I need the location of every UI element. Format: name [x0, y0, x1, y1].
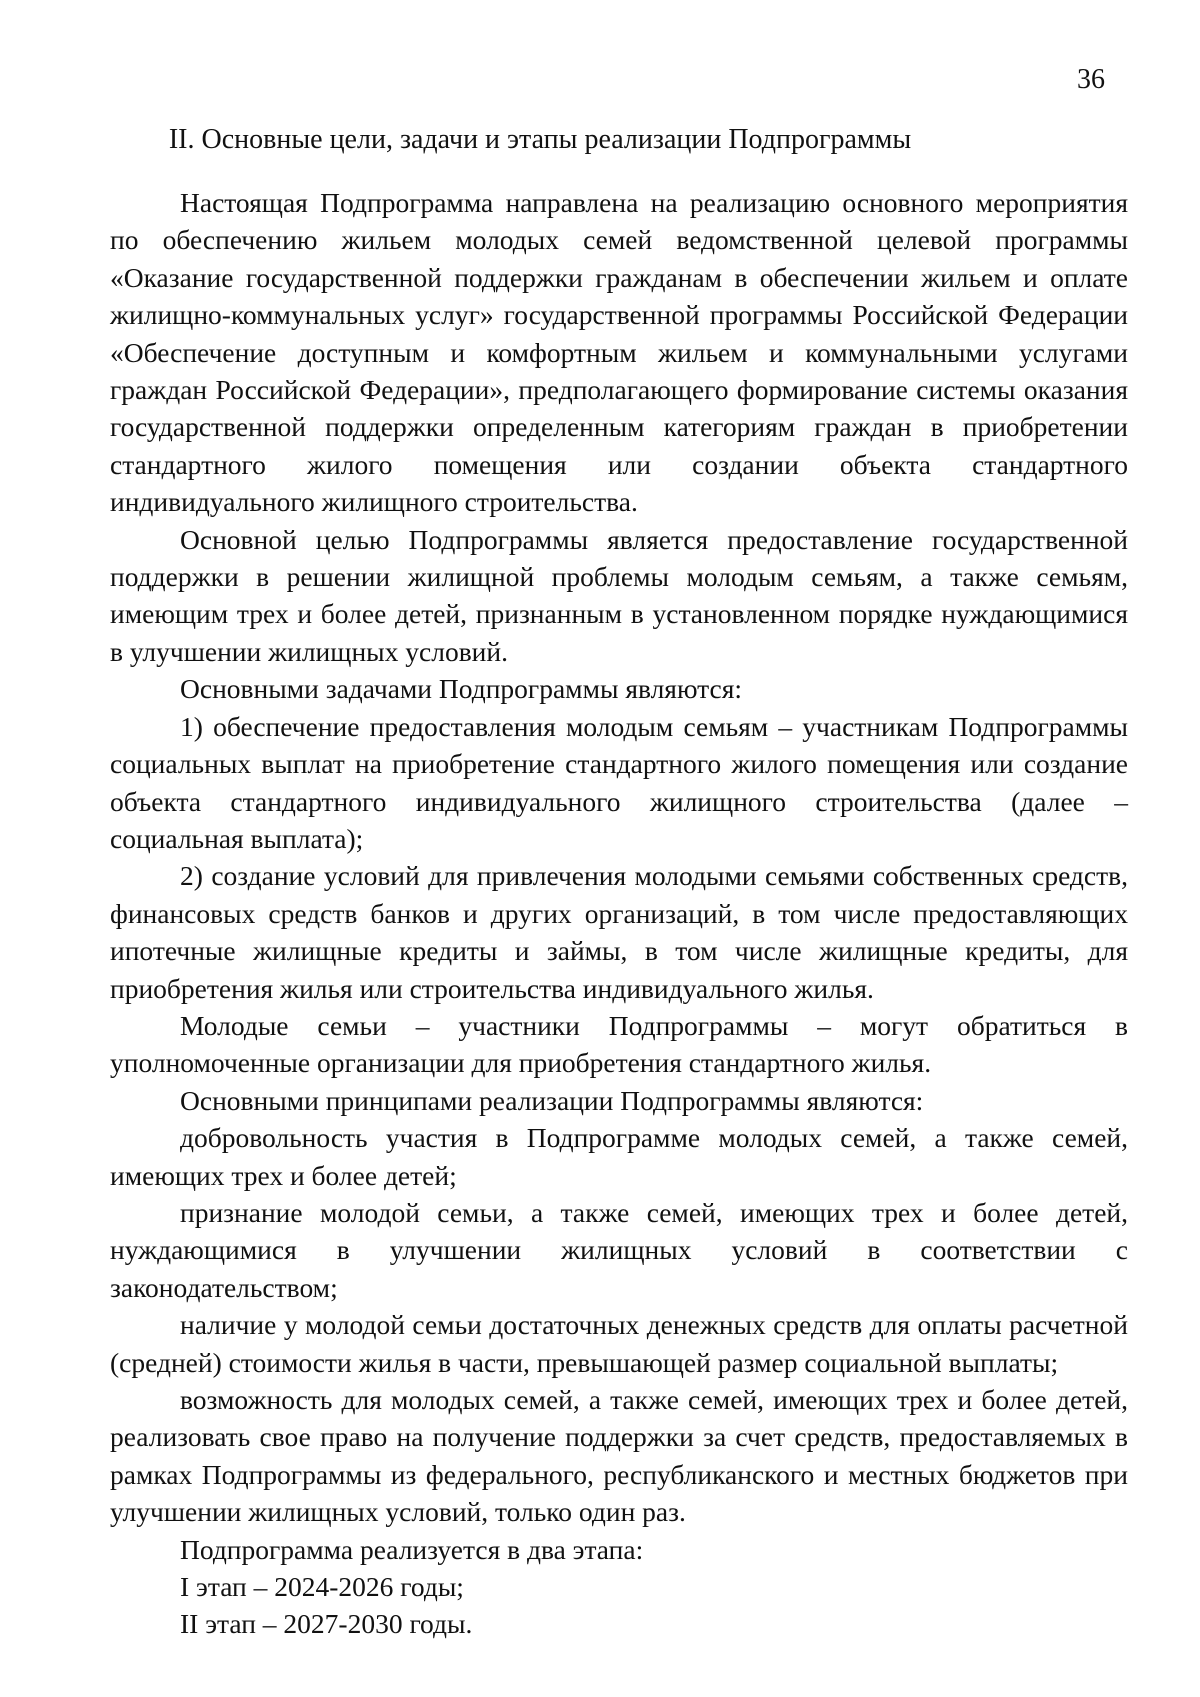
paragraph-stages-heading: Подпрограмма реализуется в два этапа:: [180, 1533, 644, 1565]
section-title: II. Основные цели, задачи и этапы реализации Подпрограммы: [168, 124, 912, 155]
paragraph-stage-2: II этап – 2027-2030 годы.: [180, 1608, 473, 1640]
paragraph-principle-2: признание молодой семьи, а также семей, имеющих трех и более детей, нуждающимися в улучшении жилищных условий в соответствии с законодательством;: [110, 1196, 1128, 1303]
paragraph-task-2: 2) создание условий для привлечения молодыми семьями собственных средств, финансовых средств банков и других организаций, в том числе предоставляющих ипотечные жилищные кредиты и займы, в том числе жилищные кредиты, для приобретения жилья или строительства индивидуального жилья.: [110, 860, 1128, 1004]
page-number: 36: [1077, 64, 1105, 95]
paragraph-task-1: 1) обеспечение предоставления молодым семьям – участникам Подпрограммы социальных выплат на приобретение стандартного жилого помещения или создание объекта стандартного индивидуального жилищного строительства (далее – социальная выплата);: [110, 710, 1128, 854]
paragraph-principle-4: возможность для молодых семей, а также семей, имеющих трех и более детей, реализовать свое право на получение поддержки за счет средств, предоставляемых в рамках Подпрограммы из федерального, республиканского и местных бюджетов при улучшении жилищных условий, только один раз.: [110, 1384, 1128, 1528]
paragraph-tasks-heading: Основными задачами Подпрограммы являются:: [180, 673, 742, 705]
document-body: [110, 184, 1128, 1643]
paragraph-stage-1: I этап – 2024-2026 годы;: [180, 1571, 464, 1603]
paragraph-main-goal: Основной целью Подпрограммы является предоставление государственной поддержки в решении жилищной проблемы молодым семьям, а также семьям, имеющим трех и более детей, признанным в установленном порядке нуждающимися в улучшении жилищных условий.: [110, 523, 1128, 667]
paragraph-principle-1: добровольность участия в Подпрограмме молодых семей, а также семей, имеющих трех и более детей;: [110, 1122, 1128, 1191]
paragraph-intro: Настоящая Подпрограмма направлена на реализацию основного мероприятия по обеспечению жильем молодых семей ведомственной целевой программы «Оказание государственной поддержки гражданам в обеспечении жильем и оплате жилищно-коммунальных услуг» государственной программы Российской Федерации «Обеспечение доступным и комфортным жильем и коммунальными услугами граждан Российской Федерации», предполагающего формирование системы оказания государственной поддержки определенным категориям граждан в приобретении стандартного жилого помещения или создании объекта стандартного индивидуального жилищного строительства.: [110, 187, 1128, 518]
paragraph-principle-3: наличие у молодой семьи достаточных денежных средств для оплаты расчетной (средней) стоимости жилья в части, превышающей размер социальной выплаты;: [110, 1309, 1128, 1378]
paragraph-participants: Молодые семьи – участники Подпрограммы – могут обратиться в уполномоченные организации для приобретения стандартного жилья.: [110, 1009, 1128, 1079]
paragraph-principles-heading: Основными принципами реализации Подпрограммы являются:: [180, 1084, 924, 1116]
